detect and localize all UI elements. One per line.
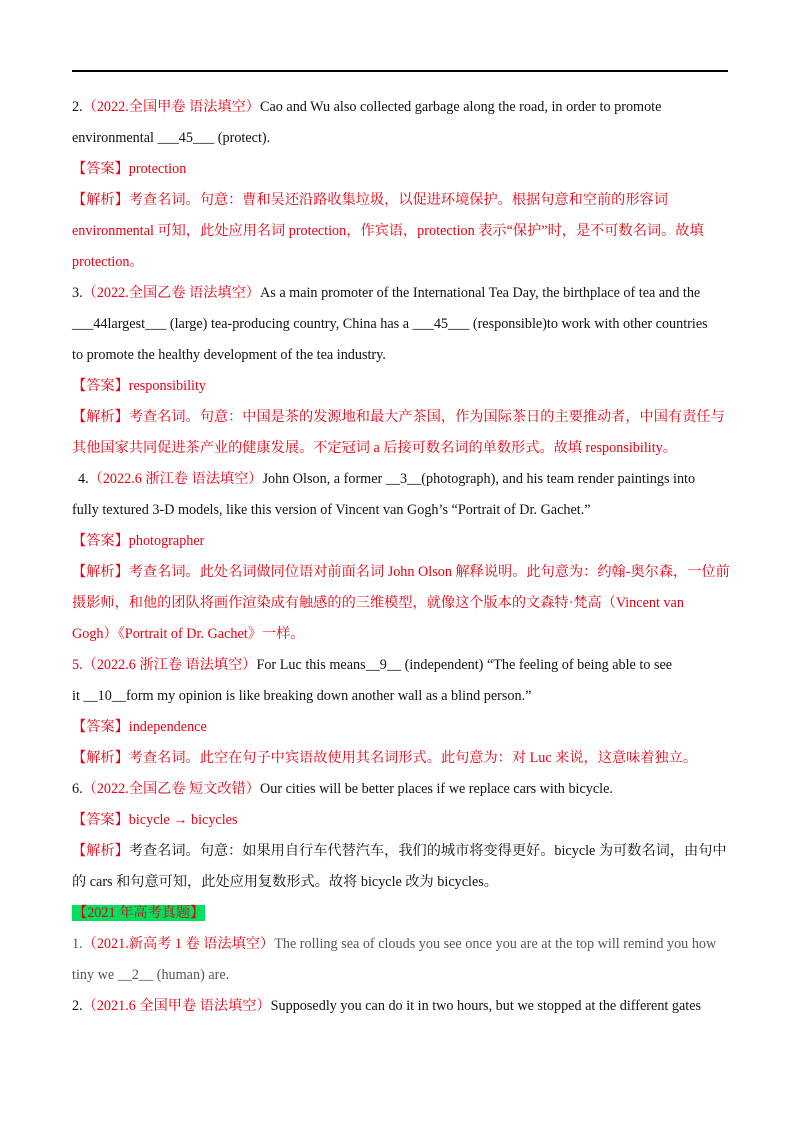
question-text: tiny we (72, 967, 118, 983)
question-text: form my opinion is like breaking down another wall as a blind person.” (126, 688, 532, 704)
section-heading-2021 (72, 898, 732, 929)
answer-text: responsibility (128, 378, 207, 394)
answer-text: photographer (128, 533, 205, 549)
question-text: to promote the healthy development of the tea industry. (72, 347, 386, 363)
explanation-label: 【解析】 (72, 843, 129, 859)
question-number: 5. (72, 657, 83, 673)
explanation-text: environmental 可知，此处应用名词 protection，作宾语，protection 表示“保护”时，是不可数名词。故填 (72, 223, 704, 239)
question-text: Our cities will be better places if we replace cars with bicycle. (260, 781, 613, 797)
question-2022-5-line-2 (72, 681, 732, 712)
question-text: fully textured 3-D models, like this version of Vincent van Gogh’s “Portrait of Dr. Gachet.” (72, 502, 591, 518)
explanation-text: 考查名词。此处名词做同位语对前面名词 John Olson 解释说明。此句意为：约翰-奥尔森，一位前 (128, 564, 730, 580)
explanation-line (72, 557, 732, 588)
question-number: 2. (72, 998, 83, 1014)
question-text: (large) tea-producing country, China has a (166, 316, 413, 332)
explanation-text: protection。 (72, 254, 144, 270)
explanation-line (72, 216, 732, 247)
question-2021-1-line-2 (72, 960, 732, 991)
question-text: For Luc this means (256, 657, 366, 673)
question-number: 3. (72, 285, 83, 301)
question-text: As a main promoter of the International Tea Day, the birthplace of tea and the (260, 285, 701, 301)
question-2022-4-line-2 (72, 495, 732, 526)
question-text: (protect). (214, 130, 271, 146)
explanation-text: 的 cars 和句意可知，此处应用复数形式。故将 bicycle 改为 bicycles。 (72, 874, 498, 890)
answer-text: independence (128, 719, 207, 735)
question-2022-3-line-1 (72, 278, 732, 309)
question-number: 1. (72, 936, 83, 952)
answer-label: 【答案】 (72, 533, 129, 549)
question-number: 2. (72, 99, 83, 115)
explanation-label: 【解析】 (72, 564, 129, 580)
explanation-text: 考查名词。此空在句子中宾语故使用其名词形式。此句意为：对 Luc 来说，这意味着独立。 (128, 750, 698, 766)
explanation-line (72, 588, 732, 619)
answer-line (72, 526, 732, 557)
question-source: （2022.全国乙卷 语法填空） (82, 285, 260, 301)
answer-line (72, 712, 732, 743)
question-text: (photograph), and his team render paintings into (421, 471, 696, 487)
fill-blank: __9__ (365, 657, 402, 673)
answer-label: 【答案】 (72, 719, 129, 735)
question-text: Supposedly you can do it in two hours, but we stopped at the different gates (270, 998, 702, 1014)
fill-blank: __3__ (385, 471, 422, 487)
explanation-text: 其他国家共同促进茶产业的健康发展。不定冠词 a 后接可数名词的单数形式。故填 responsibility。 (72, 440, 677, 456)
answer-label: 【答案】 (72, 378, 129, 394)
explanation-line (72, 836, 732, 867)
question-text: environmental (72, 130, 158, 146)
section-title: 【2021 年高考真题】 (73, 905, 205, 921)
question-text: (human) are. (153, 967, 230, 983)
document-body (72, 92, 732, 1022)
question-2022-3-line-3 (72, 340, 732, 371)
question-2021-2-line-1 (72, 991, 732, 1022)
explanation-text: 摄影师，和他的团队将画作渲染成有触感的的三维模型，就像这个版本的文森特·梵高（Vincent van (72, 595, 684, 611)
question-number: 6. (72, 781, 83, 797)
answer-label: 【答案】 (72, 161, 129, 177)
answer-line (72, 371, 732, 402)
explanation-label: 【解析】 (72, 409, 129, 425)
question-text: (independent) “The feeling of being able to see (401, 657, 673, 673)
answer-line (72, 805, 732, 836)
question-source: （2022.全国乙卷 短文改错） (82, 781, 260, 797)
question-text: The rolling sea of clouds you see once you are at the top will remind you how (274, 936, 717, 952)
fill-blank: ___45___ (157, 130, 215, 146)
answer-text: bicycle → bicycles (128, 812, 238, 828)
fill-blank: __10__ (83, 688, 126, 704)
question-2022-4-line-1 (72, 464, 732, 495)
explanation-text: Gogh）《Portrait of Dr. Gachet》一样。 (72, 626, 305, 642)
answer-label: 【答案】 (72, 812, 129, 828)
question-text: John Olson, a former (262, 471, 386, 487)
explanation-label: 【解析】 (72, 750, 129, 766)
question-text: Cao and Wu also collected garbage along the road, in order to promote (260, 99, 662, 115)
question-source: （2022.6 浙江卷 语法填空） (88, 471, 263, 487)
question-text: (responsible)to work with other countries (469, 316, 708, 332)
explanation-line (72, 743, 732, 774)
question-source: （2022.6 浙江卷 语法填空） (82, 657, 257, 673)
fill-blank: ___44largest___ (72, 316, 167, 332)
answer-line (72, 154, 732, 185)
question-2022-2-line-1 (72, 92, 732, 123)
explanation-line (72, 433, 732, 464)
explanation-label: 【解析】 (72, 192, 129, 208)
question-source: （2021.6 全国甲卷 语法填空） (82, 998, 271, 1014)
explanation-text: 考查名词。句意：如果用自行车代替汽车，我们的城市将变得更好。bicycle 为可数名词，由句中 (128, 843, 727, 859)
question-source: （2021.新高考 1 卷 语法填空） (82, 936, 275, 952)
question-2021-1-line-1 (72, 929, 732, 960)
explanation-line (72, 867, 732, 898)
header-rule (72, 70, 728, 72)
question-2022-3-line-2 (72, 309, 732, 340)
question-number: 4. (78, 471, 89, 487)
explanation-line (72, 619, 732, 650)
question-2022-5-line-1 (72, 650, 732, 681)
explanation-text: 考查名词。句意：中国是茶的发源地和最大产茶国，作为国际茶日的主要推动者，中国有责任与 (128, 409, 725, 425)
explanation-line (72, 185, 732, 216)
answer-text: protection (128, 161, 187, 177)
question-2022-2-line-2 (72, 123, 732, 154)
question-text: it (72, 688, 84, 704)
explanation-line (72, 247, 732, 278)
explanation-text: 考查名词。句意：曹和吴还沿路收集垃圾，以促进环境保护。根据句意和空前的形容词 (128, 192, 668, 208)
question-2022-6-line-1 (72, 774, 732, 805)
question-source: （2022.全国甲卷 语法填空） (82, 99, 260, 115)
fill-blank: ___45___ (412, 316, 470, 332)
explanation-line (72, 402, 732, 433)
fill-blank: __2__ (117, 967, 154, 983)
